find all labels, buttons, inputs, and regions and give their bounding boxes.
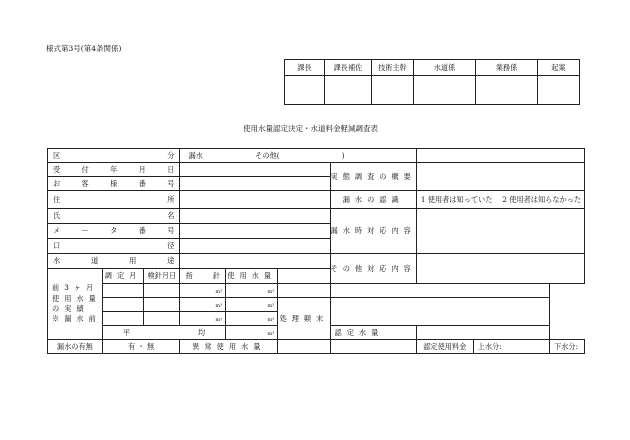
kenshin-cell[interactable]	[144, 298, 180, 312]
shori-label: 処理顛末	[278, 298, 330, 340]
kokei-label: 口 径	[48, 239, 180, 254]
kubun-close: )	[341, 150, 345, 160]
ninshiki-options[interactable]	[416, 191, 584, 209]
form-title: 使用水量認定決定・水道料金軽減調査表	[243, 124, 378, 133]
nintei-ryokin-label: 認定使用料金	[416, 340, 473, 354]
meter-value[interactable]	[180, 224, 330, 239]
sonota-taio-value[interactable]	[416, 254, 584, 284]
shiyo-cell[interactable]: m³	[226, 284, 278, 298]
kubun-rousui: 漏水	[188, 150, 203, 160]
stamp-cell[interactable]	[325, 76, 372, 105]
nintei-suiryo-value[interactable]	[416, 326, 549, 340]
chotei-cell[interactable]	[102, 312, 144, 326]
shimei-value[interactable]	[180, 209, 330, 224]
form-number: 様式第3号(第4条関係)	[46, 44, 122, 53]
jittai-value[interactable]	[416, 163, 584, 191]
uketsuke-value[interactable]	[180, 163, 330, 177]
chotei-header: 調定月	[102, 269, 144, 284]
approval-gyomu-gakari: 業務係	[476, 60, 538, 76]
approval-kacho-hosa: 課長補佐	[325, 60, 372, 76]
ninshiki-opt2: 2 使用者は知らなかった	[502, 194, 582, 204]
blank-cell	[416, 149, 584, 163]
yoto-value[interactable]	[180, 254, 330, 269]
chotei-cell[interactable]	[102, 284, 144, 298]
shiyo-cell[interactable]: m³	[226, 298, 278, 312]
jittai-label: 実態調査の概要	[330, 163, 416, 191]
ninshiki-opt1: 1 使用者は知っていた	[420, 194, 493, 204]
shori-value[interactable]	[330, 298, 550, 326]
shori-spacer	[278, 284, 330, 298]
zen3-line1: 前3ヶ月	[52, 283, 99, 293]
ari-nashi[interactable]: 有 ・ 無	[102, 340, 180, 354]
approval-kian: 起案	[538, 60, 580, 76]
shishin-cell[interactable]: m³	[180, 312, 226, 326]
stamp-cell[interactable]	[538, 76, 580, 105]
zen3-line3: の実績	[52, 304, 89, 313]
ninshiki-label: 漏水の認識	[330, 191, 416, 209]
jusho-value[interactable]	[180, 191, 330, 209]
yoto-label: 水 道 用 途	[48, 254, 180, 269]
heikin-label: 平 均	[102, 326, 225, 340]
kenshin-cell[interactable]	[144, 284, 180, 298]
kubun-value[interactable]	[180, 149, 416, 163]
shishin-cell[interactable]: m³	[180, 284, 226, 298]
ijo-shiyo-value[interactable]	[278, 340, 330, 354]
ijo-shiyo-label: 異常使用水量	[180, 340, 278, 354]
heikin-value[interactable]: m³	[226, 326, 278, 340]
zen3-line4: ※漏水前	[52, 314, 101, 324]
zen3-label	[48, 269, 103, 340]
shishin-header: 指 針	[180, 269, 226, 284]
shori-spacer-value	[330, 284, 550, 298]
stamp-cell[interactable]	[414, 76, 476, 105]
chotei-cell[interactable]	[102, 298, 144, 312]
jusho-label: 住 所	[48, 191, 180, 209]
okyaku-value[interactable]	[180, 177, 330, 191]
shiyo-header: 使用水量	[226, 269, 278, 284]
kubun-sonota: その他(	[255, 150, 280, 160]
kenshin-cell[interactable]	[144, 312, 180, 326]
stamp-cell[interactable]	[372, 76, 414, 105]
nintei-suiryo-label: 認定水量	[330, 326, 416, 340]
approval-stamp-table	[284, 59, 580, 105]
blank-cell	[330, 340, 416, 354]
approval-kacho: 課長	[285, 60, 325, 76]
shishin-cell[interactable]: m³	[180, 298, 226, 312]
kokei-value[interactable]	[180, 239, 330, 254]
stamp-cell[interactable]	[285, 76, 325, 105]
jousui-cell[interactable]: 上水分:	[473, 340, 549, 354]
rousui-taio-label: 漏水時対応内容	[330, 209, 416, 254]
gesui-cell[interactable]: 下水分:	[550, 340, 585, 354]
shiyo-cell[interactable]: m³	[226, 312, 278, 326]
zen3-line2: 使用水量	[52, 293, 101, 303]
stamp-cell[interactable]	[476, 76, 538, 105]
sonota-taio-label: その他対応内容	[330, 254, 416, 284]
uketsuke-label: 受 付 年 月 日	[48, 163, 180, 177]
meter-label: メ ー タ 番 号	[48, 224, 180, 239]
rousui-taio-value[interactable]	[416, 209, 584, 254]
okyaku-label: お 客 様 番 号	[48, 177, 180, 191]
shimei-label: 氏 名	[48, 209, 180, 224]
approval-suido-gakari: 水道係	[414, 60, 476, 76]
kenshin-header: 検針月日	[144, 269, 180, 284]
approval-gijutsu-shukan: 技術主幹	[372, 60, 414, 76]
survey-table	[47, 148, 585, 354]
kubun-label: 区 分	[48, 149, 180, 163]
rousui-umu-label: 漏水の有無	[48, 340, 103, 354]
